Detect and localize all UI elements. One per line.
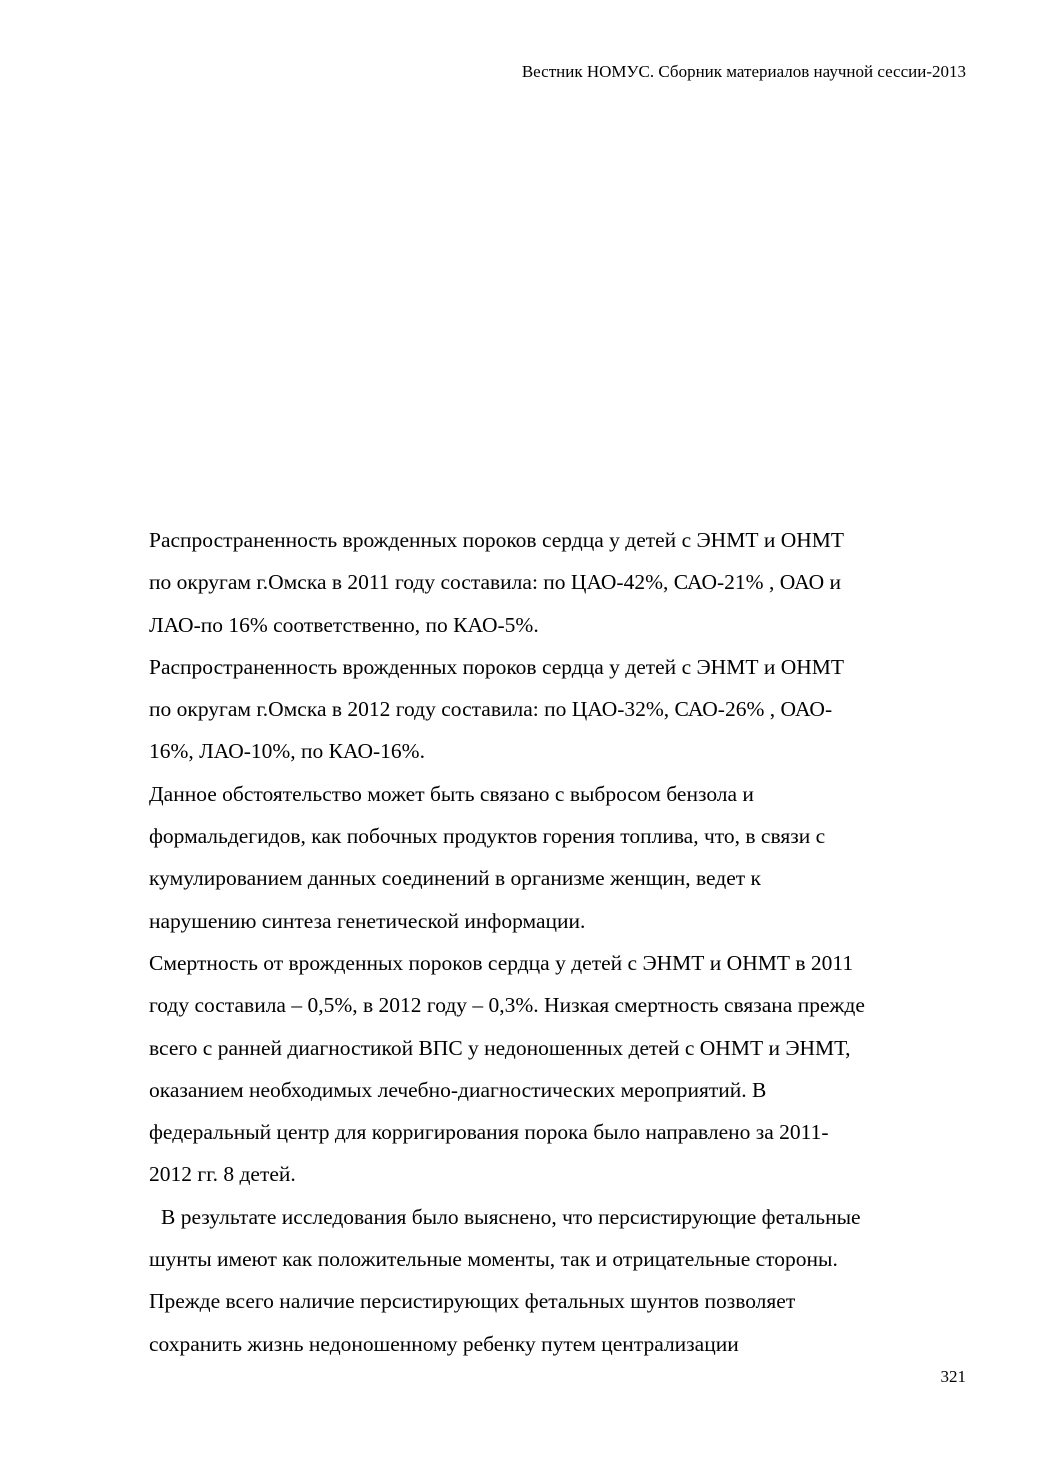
body-line: кумулированием данных соединений в организме женщин, ведет к (149, 866, 761, 891)
body-line: по округам г.Омска в 2011 году составила: по ЦАО-42%, САО-21% , ОАО и (149, 570, 842, 595)
article-body (149, 519, 977, 1365)
body-line: оказанием необходимых лечебно-диагностических мероприятий. В (149, 1077, 767, 1102)
page-number: 321 (940, 1367, 966, 1386)
body-line: Смертность от врожденных пороков сердца у детей с ЭНМТ и ОНМТ в 2011 (149, 950, 854, 975)
body-line: федеральный центр для корригирования порока было направлено за 2011- (149, 1120, 829, 1145)
body-line: Данное обстоятельство может быть связано с выбросом бензола и (149, 781, 754, 806)
body-line: шунты имеют как положительные моменты, так и отрицательные стороны. (149, 1247, 838, 1272)
body-line-indented: В результате исследования было выяснено, что персистирующие фетальные (161, 1204, 861, 1229)
body-line: Распространенность врожденных пороков сердца у детей с ЭНМТ и ОНМТ (149, 528, 845, 552)
body-line: по округам г.Омска в 2012 году составила: по ЦАО-32%, САО-26% , ОАО- (149, 697, 833, 722)
body-line: году составила – 0,5%, в 2012 году – 0,3%. Низкая смертность связана прежде (149, 993, 865, 1018)
running-header: Вестник НОМУС. Сборник материалов научной сессии-2013 (521, 62, 966, 81)
body-line: сохранить жизнь недоношенному ребенку путем централизации (149, 1331, 739, 1356)
body-line: 2012 гг. 8 детей. (149, 1162, 296, 1187)
body-line: всего с ранней диагностикой ВПС у недоношенных детей с ОНМТ и ЭНМТ, (149, 1035, 851, 1060)
body-line: Прежде всего наличие персистирующих фетальных шунтов позволяет (149, 1289, 796, 1314)
body-line: Распространенность врожденных пороков сердца у детей с ЭНМТ и ОНМТ (149, 654, 845, 679)
body-line: нарушению синтеза генетической информации. (149, 908, 586, 933)
body-line: 16%, ЛАО-10%, по КАО-16%. (149, 739, 425, 764)
body-line: ЛАО-по 16% соответственно, по КАО-5%. (149, 612, 539, 637)
body-line: формальдегидов, как побочных продуктов горения топлива, что, в связи с (149, 824, 826, 849)
